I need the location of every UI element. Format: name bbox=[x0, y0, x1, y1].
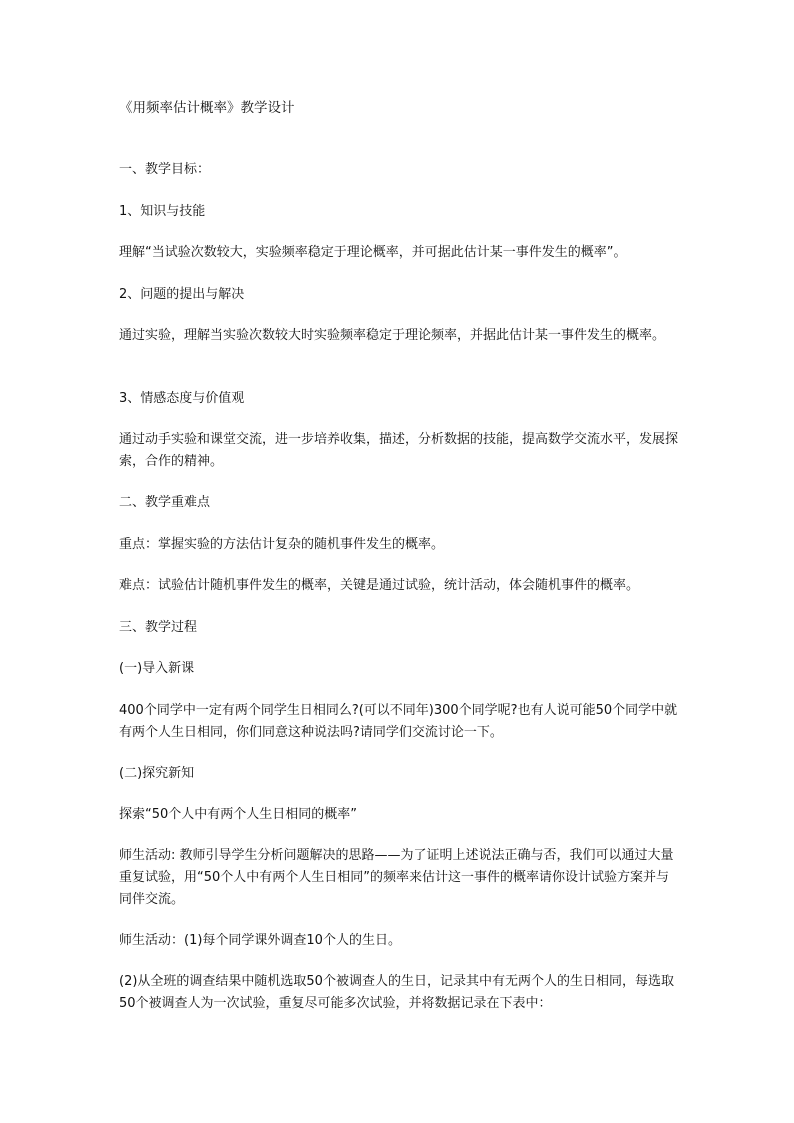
intro-text: 400个同学中一定有两个同学生日相同么?(可以不同年)300个同学呢?也有人说可能50个同学中就有两个人生日相同，你们同意这种说法吗?请同学们交流讨论一下。 bbox=[119, 703, 678, 740]
process-heading: 三、教学过程 bbox=[119, 620, 198, 635]
difficulty-heading: 二、教学重难点 bbox=[119, 495, 211, 510]
activity-1: 师生活动: 教师引导学生分析问题解决的思路——为了证明上述说法正确与否，我们可以通过大量重复试验，用“50个人中有两个人生日相同”的频率来估计这一事件的概率请你设计试验方案并与同伴交流。 bbox=[119, 848, 674, 907]
document-title: 《用频率估计概率》教学设计 bbox=[119, 100, 295, 116]
objective-2-heading: 2、问题的提出与解决 bbox=[119, 287, 245, 302]
objective-1-text: 理解“当试验次数较大，实验频率稳定于理论概率，并可据此估计某一事件发生的概率”。 bbox=[119, 245, 627, 260]
activity-2: 师生活动：(1)每个同学课外调查10个人的生日。 bbox=[119, 933, 401, 948]
objective-3-heading: 3、情感态度与价值观 bbox=[119, 391, 245, 406]
explore-topic: 探索“50个人中有两个人生日相同的概率” bbox=[119, 807, 358, 822]
objective-3-text: 通过动手实验和课堂交流，进一步培养收集，描述，分析数据的技能，提高数学交流水平，发展探索，合作的精神。 bbox=[119, 432, 679, 469]
key-point: 重点：掌握实验的方法估计复杂的随机事件发生的概率。 bbox=[119, 537, 445, 552]
objective-2-text: 通过实验，理解当实验次数较大时实验频率稳定于理论频率，并据此估计某一事件发生的概率。 bbox=[119, 328, 666, 343]
objective-1-heading: 1、知识与技能 bbox=[119, 204, 206, 219]
activity-3: (2)从全班的调查结果中随机选取50个被调查人的生日，记录其中有无两个人的生日相同，每选取50个被调查人为一次试验，重复尽可能多次试验，并将数据记录在下表中： bbox=[119, 974, 674, 1011]
objectives-heading: 一、教学目标： bbox=[119, 162, 211, 177]
explore-heading: (二)探究新知 bbox=[119, 766, 195, 781]
intro-heading: (一)导入新课 bbox=[119, 661, 195, 676]
difficult-point: 难点：试验估计随机事件发生的概率，关键是通过试验，统计活动，体会随机事件的概率。 bbox=[119, 578, 640, 593]
